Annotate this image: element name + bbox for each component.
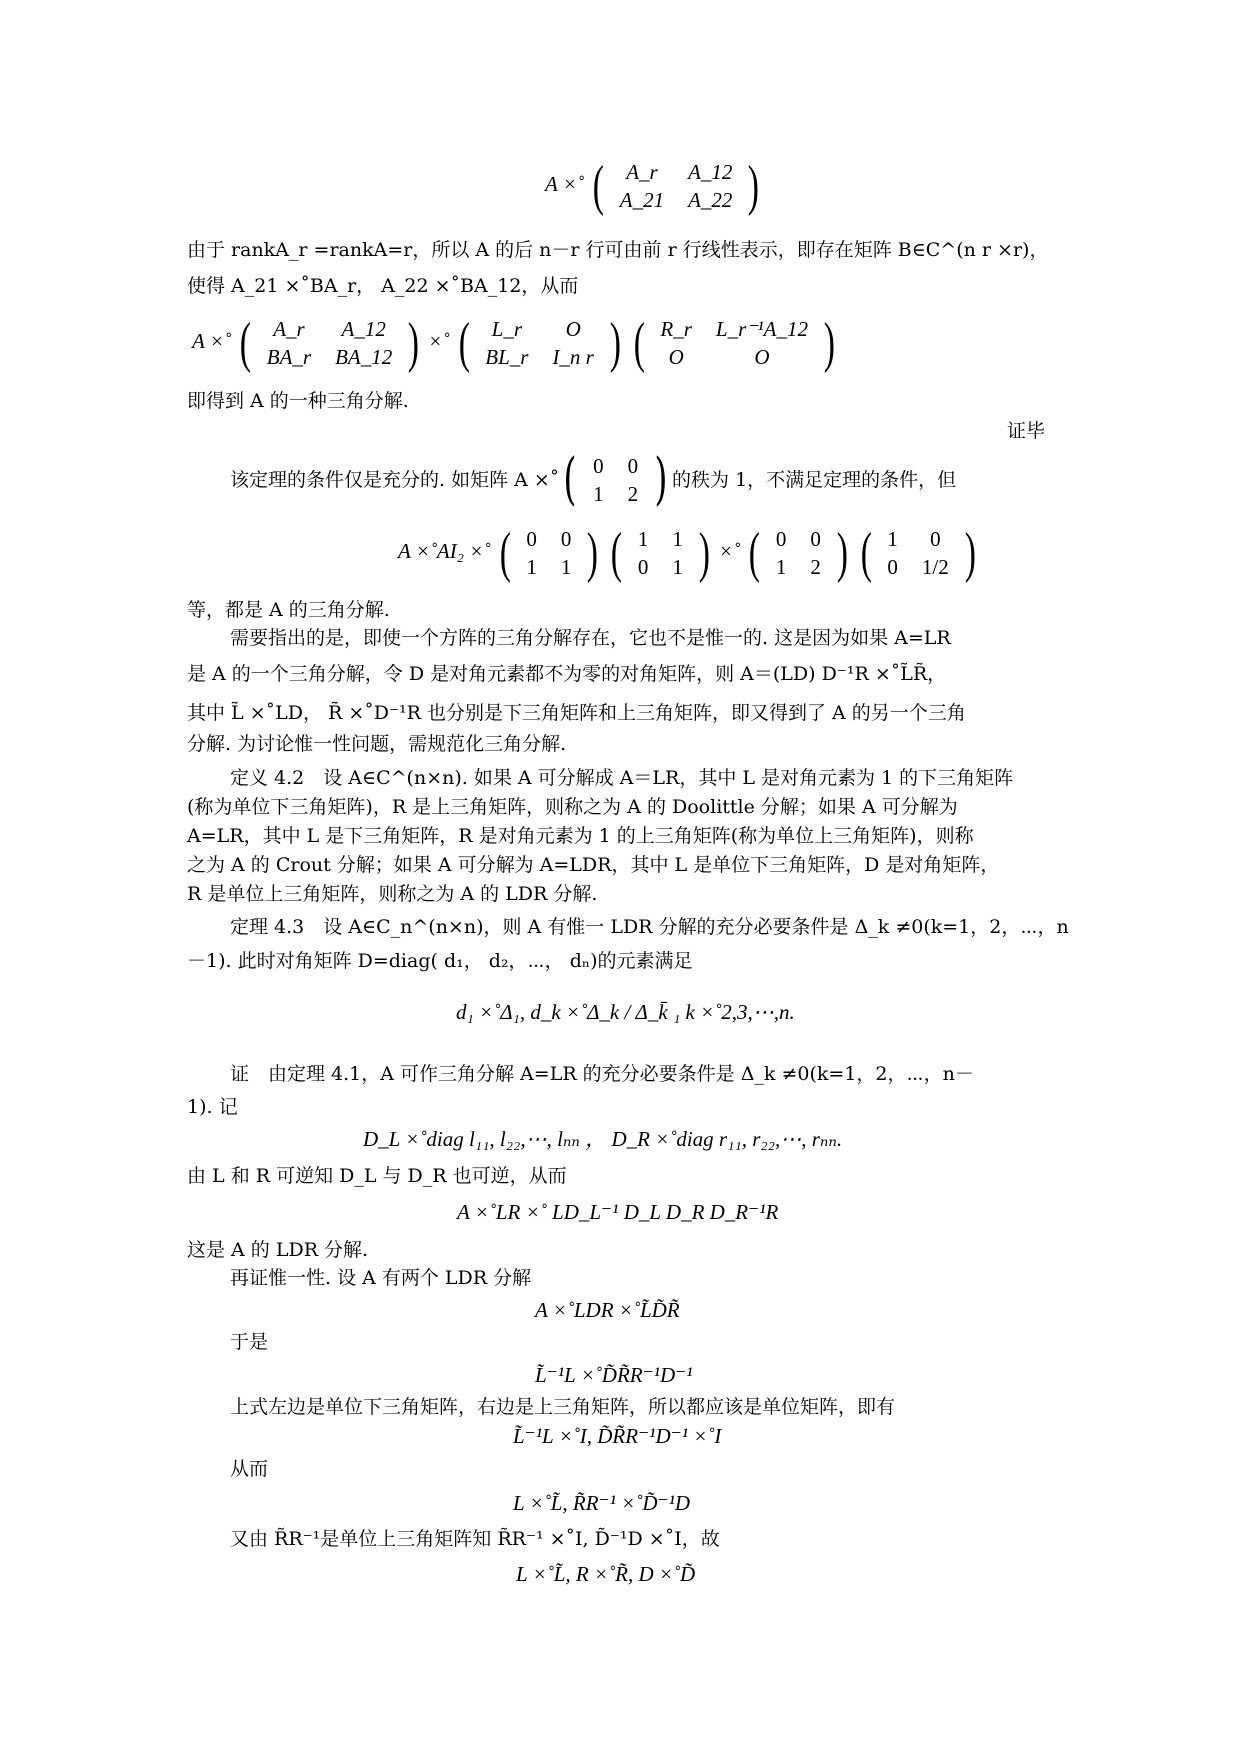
m5b-cell: 1 [672, 527, 683, 551]
m5b-cell: 1 [672, 555, 683, 579]
matrix-4: ( 0 0 1 2 ) [563, 447, 668, 512]
paragraph-text: 该定理的条件仅是充分的. 如矩阵 A ×˚ [230, 469, 560, 491]
equation-example [398, 522, 979, 584]
equation-ldr: A ×˚LR ×˚ LD_L⁻¹ D_L D_R D_R⁻¹R [457, 1200, 779, 1224]
equation-lhs: A ×˚AI₂ ×˚ [398, 538, 491, 563]
paragraph: 分解. 为讨论惟一性问题，需规范化三角分解. [187, 733, 567, 755]
m4-cell: 0 [627, 454, 639, 478]
m5a-cell: 0 [526, 527, 537, 551]
m2a-cell: BA_r [266, 345, 312, 369]
m2c-cell: O [668, 345, 684, 369]
paragraph: 是 A 的一个三角分解，令 D 是对角元素都不为零的对角矩阵，则 A＝(LD) D⁻¹R ×˚L̃R̃， [187, 663, 947, 685]
matrix-2b: ( L_r O BL_r I_n r ) [458, 312, 621, 374]
equation-final: L ×˚L̃, R ×˚R̃, D ×˚D̃ [516, 1562, 696, 1586]
equation-decomposition [192, 312, 839, 374]
paragraph: 这是 A 的 LDR 分解. [187, 1239, 369, 1261]
matrix-2c: ( R_r L_r⁻¹A_12 O O ) [633, 312, 835, 374]
paragraph: 等，都是 A 的三角分解. [187, 599, 390, 621]
matrix-2a: ( A_r A_12 BA_r BA_12 ) [239, 312, 420, 374]
equation-dk: d₁ ×˚Δ₁, d_k ×˚Δ_k / Δ_k̄ ₁ k ×˚2,3,⋯,n. [456, 1000, 795, 1024]
equation-l-equal: L ×˚L̃, R̃R⁻¹ ×˚D̃⁻¹D [513, 1491, 691, 1515]
matrix-5d: ( 1 0 0 1/2 ) [860, 522, 976, 584]
paragraph: (称为单位下三角矩阵)，R 是上三角矩阵，则称之为 A 的 Doolittle 分解；如果 A 可分解为 [187, 796, 958, 818]
paragraph: 其中 L̃ ×˚LD， R̃ ×˚D⁻¹R 也分别是下三角矩阵和上三角矩阵，即又得到了 A 的另一个三角 [187, 702, 966, 724]
paragraph-text: 的秩为 1，不满足定理的条件，但 [672, 469, 957, 491]
paragraph-with-matrix [230, 447, 957, 512]
m2c-cell: O [754, 345, 770, 369]
paragraph: 使得 A_21 ×˚BA_r， A_22 ×˚BA_12，从而 [187, 275, 579, 297]
m2b-cell: O [565, 317, 581, 341]
paragraph: 上式左边是单位下三角矩阵，右边是上三角矩阵，所以都应该是单位矩阵，即有 [230, 1396, 896, 1418]
m1-cell: A_r [626, 160, 658, 184]
matrix-5a: ( 0 0 1 1 ) [499, 522, 599, 584]
paragraph: 再证惟一性. 设 A 有两个 LDR 分解 [230, 1267, 532, 1289]
equation-operator: ×˚ [428, 328, 450, 353]
paragraph: 定理 4.3 设 A∈C_n^(n×n)，则 A 有惟一 LDR 分解的充分必要条件是 Δ_k ≠0(k=1，2，⋯，n [230, 916, 1069, 938]
m5c-cell: 1 [775, 555, 787, 579]
equation-two-ldr: A ×˚LDR ×˚L̃D̃R̃ [535, 1298, 680, 1322]
paragraph: 于是 [230, 1331, 269, 1353]
paragraph: 由 L 和 R 可逆知 D_L 与 D_R 也可逆，从而 [187, 1165, 567, 1187]
m2b-cell: BL_r [485, 345, 529, 369]
equation-dl-dr: D_L ×˚diag l₁₁, l₂₂,⋯, lₙₙ ， D_R ×˚diag r₁₁, r₂₂,⋯, rₙₙ. [363, 1127, 843, 1151]
m5a-cell: 0 [560, 527, 572, 551]
m2c-cell: L_r⁻¹A_12 [715, 317, 808, 341]
equation-inverse: L̃⁻¹L ×˚D̃R̃R⁻¹D⁻¹ [535, 1363, 693, 1387]
equation-lhs: A ×˚ [545, 171, 584, 196]
matrix-5c: ( 0 0 1 2 ) [748, 522, 848, 584]
m2c-cell: R_r [660, 317, 692, 341]
paragraph: A=LR，其中 L 是下三角矩阵，R 是对角元素为 1 的上三角矩阵(称为单位上三角矩阵)，则称 [187, 825, 974, 847]
m5c-cell: 0 [810, 527, 821, 551]
paragraph: －1). 此时对角矩阵 D=diag( d₁， d₂，⋯， dₙ)的元素满足 [187, 950, 693, 972]
m4-cell: 0 [593, 454, 604, 478]
matrix-5b: ( 1 1 0 1 ) [610, 522, 710, 584]
m5d-cell: 1 [887, 527, 898, 551]
m4-cell: 1 [593, 482, 604, 506]
paragraph: 即得到 A 的一种三角分解. [187, 390, 409, 412]
paragraph: R 是单位上三角矩阵，则称之为 A 的 LDR 分解. [187, 883, 598, 905]
paragraph: 又由 R̃R⁻¹是单位上三角矩阵知 R̃R⁻¹ ×˚I, D̃⁻¹D ×˚I，故 [230, 1528, 720, 1550]
equation-lhs: A ×˚ [192, 328, 231, 353]
m5d-cell: 0 [930, 527, 941, 551]
m5a-cell: 1 [526, 555, 537, 579]
m5b-cell: 1 [637, 527, 649, 551]
matrix-1: ( A_r A_12 A_21 A_22 ) [592, 155, 760, 217]
equation-matrix-a [545, 155, 763, 217]
m5c-cell: 0 [775, 527, 787, 551]
paragraph: 1). 记 [187, 1096, 238, 1118]
m2b-cell: L_r [491, 317, 523, 341]
paragraph: 从而 [230, 1458, 269, 1480]
paragraph: 之为 A 的 Crout 分解；如果 A 可分解为 A=LDR，其中 L 是单位下三角矩阵，D 是对角矩阵， [187, 854, 1000, 876]
equation-operator: ×˚ [718, 538, 740, 563]
m2b-cell: I_n r [552, 345, 594, 369]
m2a-cell: BA_12 [335, 345, 393, 369]
m2a-cell: A_r [273, 317, 305, 341]
m1-cell: A_22 [688, 188, 733, 212]
m4-cell: 2 [627, 482, 639, 506]
m1-cell: A_21 [619, 188, 665, 212]
m5b-cell: 0 [637, 555, 649, 579]
m5d-cell: 1/2 [921, 555, 949, 579]
paragraph: 定义 4.2 设 A∈C^(n×n). 如果 A 可分解成 A＝LR，其中 L 是对角元素为 1 的下三角矩阵 [230, 767, 1014, 789]
m5d-cell: 0 [887, 555, 898, 579]
m5c-cell: 2 [810, 555, 821, 579]
paragraph: 需要指出的是，即使一个方阵的三角分解存在，它也不是惟一的. 这是因为如果 A=LR [230, 627, 951, 649]
qed-mark: 证毕 [1007, 420, 1046, 442]
m5a-cell: 1 [560, 555, 572, 579]
equation-identity: L̃⁻¹L ×˚I, D̃R̃R⁻¹D⁻¹ ×˚I [513, 1424, 722, 1448]
m1-cell: A_12 [688, 160, 733, 184]
m2a-cell: A_12 [341, 317, 386, 341]
paragraph: 由于 rankA_r =rankA=r，所以 A 的后 n－r 行可由前 r 行线性表示，即存在矩阵 B∈C^(n r ×r)， [187, 239, 1049, 261]
paragraph: 证 由定理 4.1，A 可作三角分解 A=LR 的充分必要条件是 Δ_k ≠0(k=1，2，⋯，n－ [230, 1063, 974, 1085]
